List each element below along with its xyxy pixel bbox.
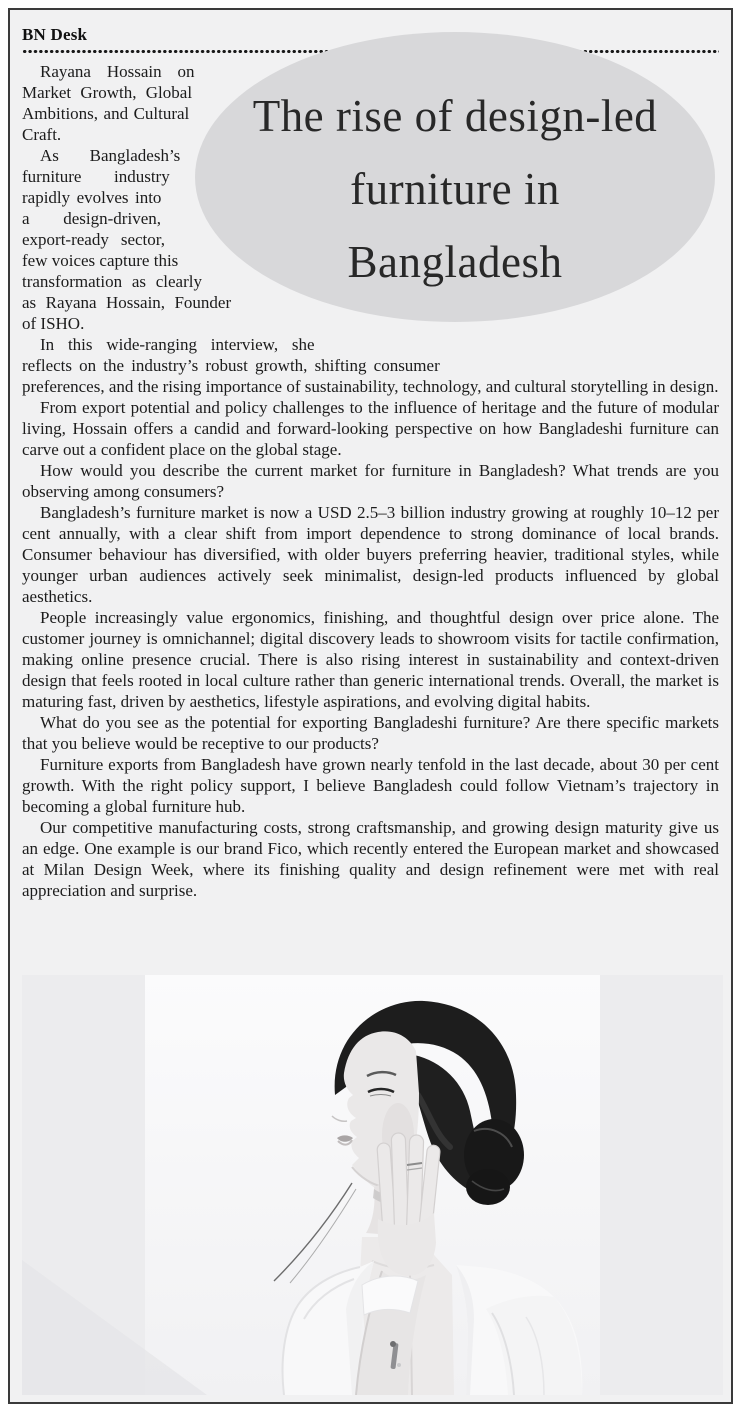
headline-line-1: The rise of design-led: [252, 90, 658, 141]
headline-line-3: Bangladesh: [347, 236, 563, 287]
paragraph-answer: Our competitive manufacturing costs, strong craftsmanship, and growing design maturity give us an edge. One example is our brand Fico, which recently entered the European market and showcased at Milan Design Week, where its finishing quality and design refinement were met with real appreciation and surprise.: [22, 818, 719, 900]
headline-ellipse: [195, 32, 715, 322]
paragraph-intro-1: Rayana Hossain on Market Growth, Global Ambitions, and Cultural Craft.: [22, 62, 195, 144]
byline: BN Desk: [22, 25, 88, 44]
paragraph-answer: Furniture exports from Bangladesh have grown nearly tenfold in the last decade, about 30 per cent growth. With the right policy support, I believe Bangladesh could follow Vietnam’s trajectory in becoming a global furniture hub.: [22, 755, 719, 816]
paragraph-question: What do you see as the potential for exporting Bangladeshi furniture? Are there specific markets that you believe would be receptive to our products?: [22, 713, 719, 753]
paragraph-intro-2: As Bangladesh’s furniture industry rapidly evolves into a design-driven, export-ready sector, few voices capture this transformation as clearly as Rayana Hossain, Founder of ISHO.: [22, 146, 232, 333]
newspaper-page: [8, 8, 733, 1404]
headline-line-2: furniture in: [350, 163, 560, 214]
paragraph-question: How would you describe the current market for furniture in Bangladesh? What trends are you observing among consumers?: [22, 461, 719, 501]
paragraph-answer: Bangladesh’s furniture market is now a USD 2.5–3 billion industry growing at roughly 10–12 per cent annually, with a clear shift from import dependence to strong dominance of local brands. Consumer behaviour has diversified, with older buyers preferring heavier, traditional styles, while younger urban audiences actively seek minimalist, design-led products influenced by global aesthetics.: [22, 503, 719, 606]
article-body: [22, 61, 719, 901]
cuff: [362, 1276, 418, 1315]
article-section: [10, 10, 731, 975]
page-title: [253, 80, 658, 299]
paragraph: From export potential and policy challenges to the influence of heritage and the future of modular living, Hossain offers a candid and forward-looking perspective on how Bangladeshi furniture can carve out a confident place on the global stage.: [22, 398, 719, 459]
paragraph-answer: People increasingly value ergonomics, finishing, and thoughtful design over price alone. The customer journey is omnichannel; digital discovery leads to showroom visits for tactile confirmation, making online presence crucial. There is also rising interest in sustainability and context-driven design that feels rooted in local culture rather than generic international trends. Overall, the market is maturing fast, driven by aesthetics, lifestyle aspirations, and evolving digital habits.: [22, 608, 719, 711]
paragraph: In this wide-ranging interview, she reflects on the industry’s robust growth, shifting consumer preferences, and the rising importance of sustainability, technology, and cultural storytelling in design.: [22, 335, 719, 396]
portrait-photo: [22, 975, 723, 1395]
